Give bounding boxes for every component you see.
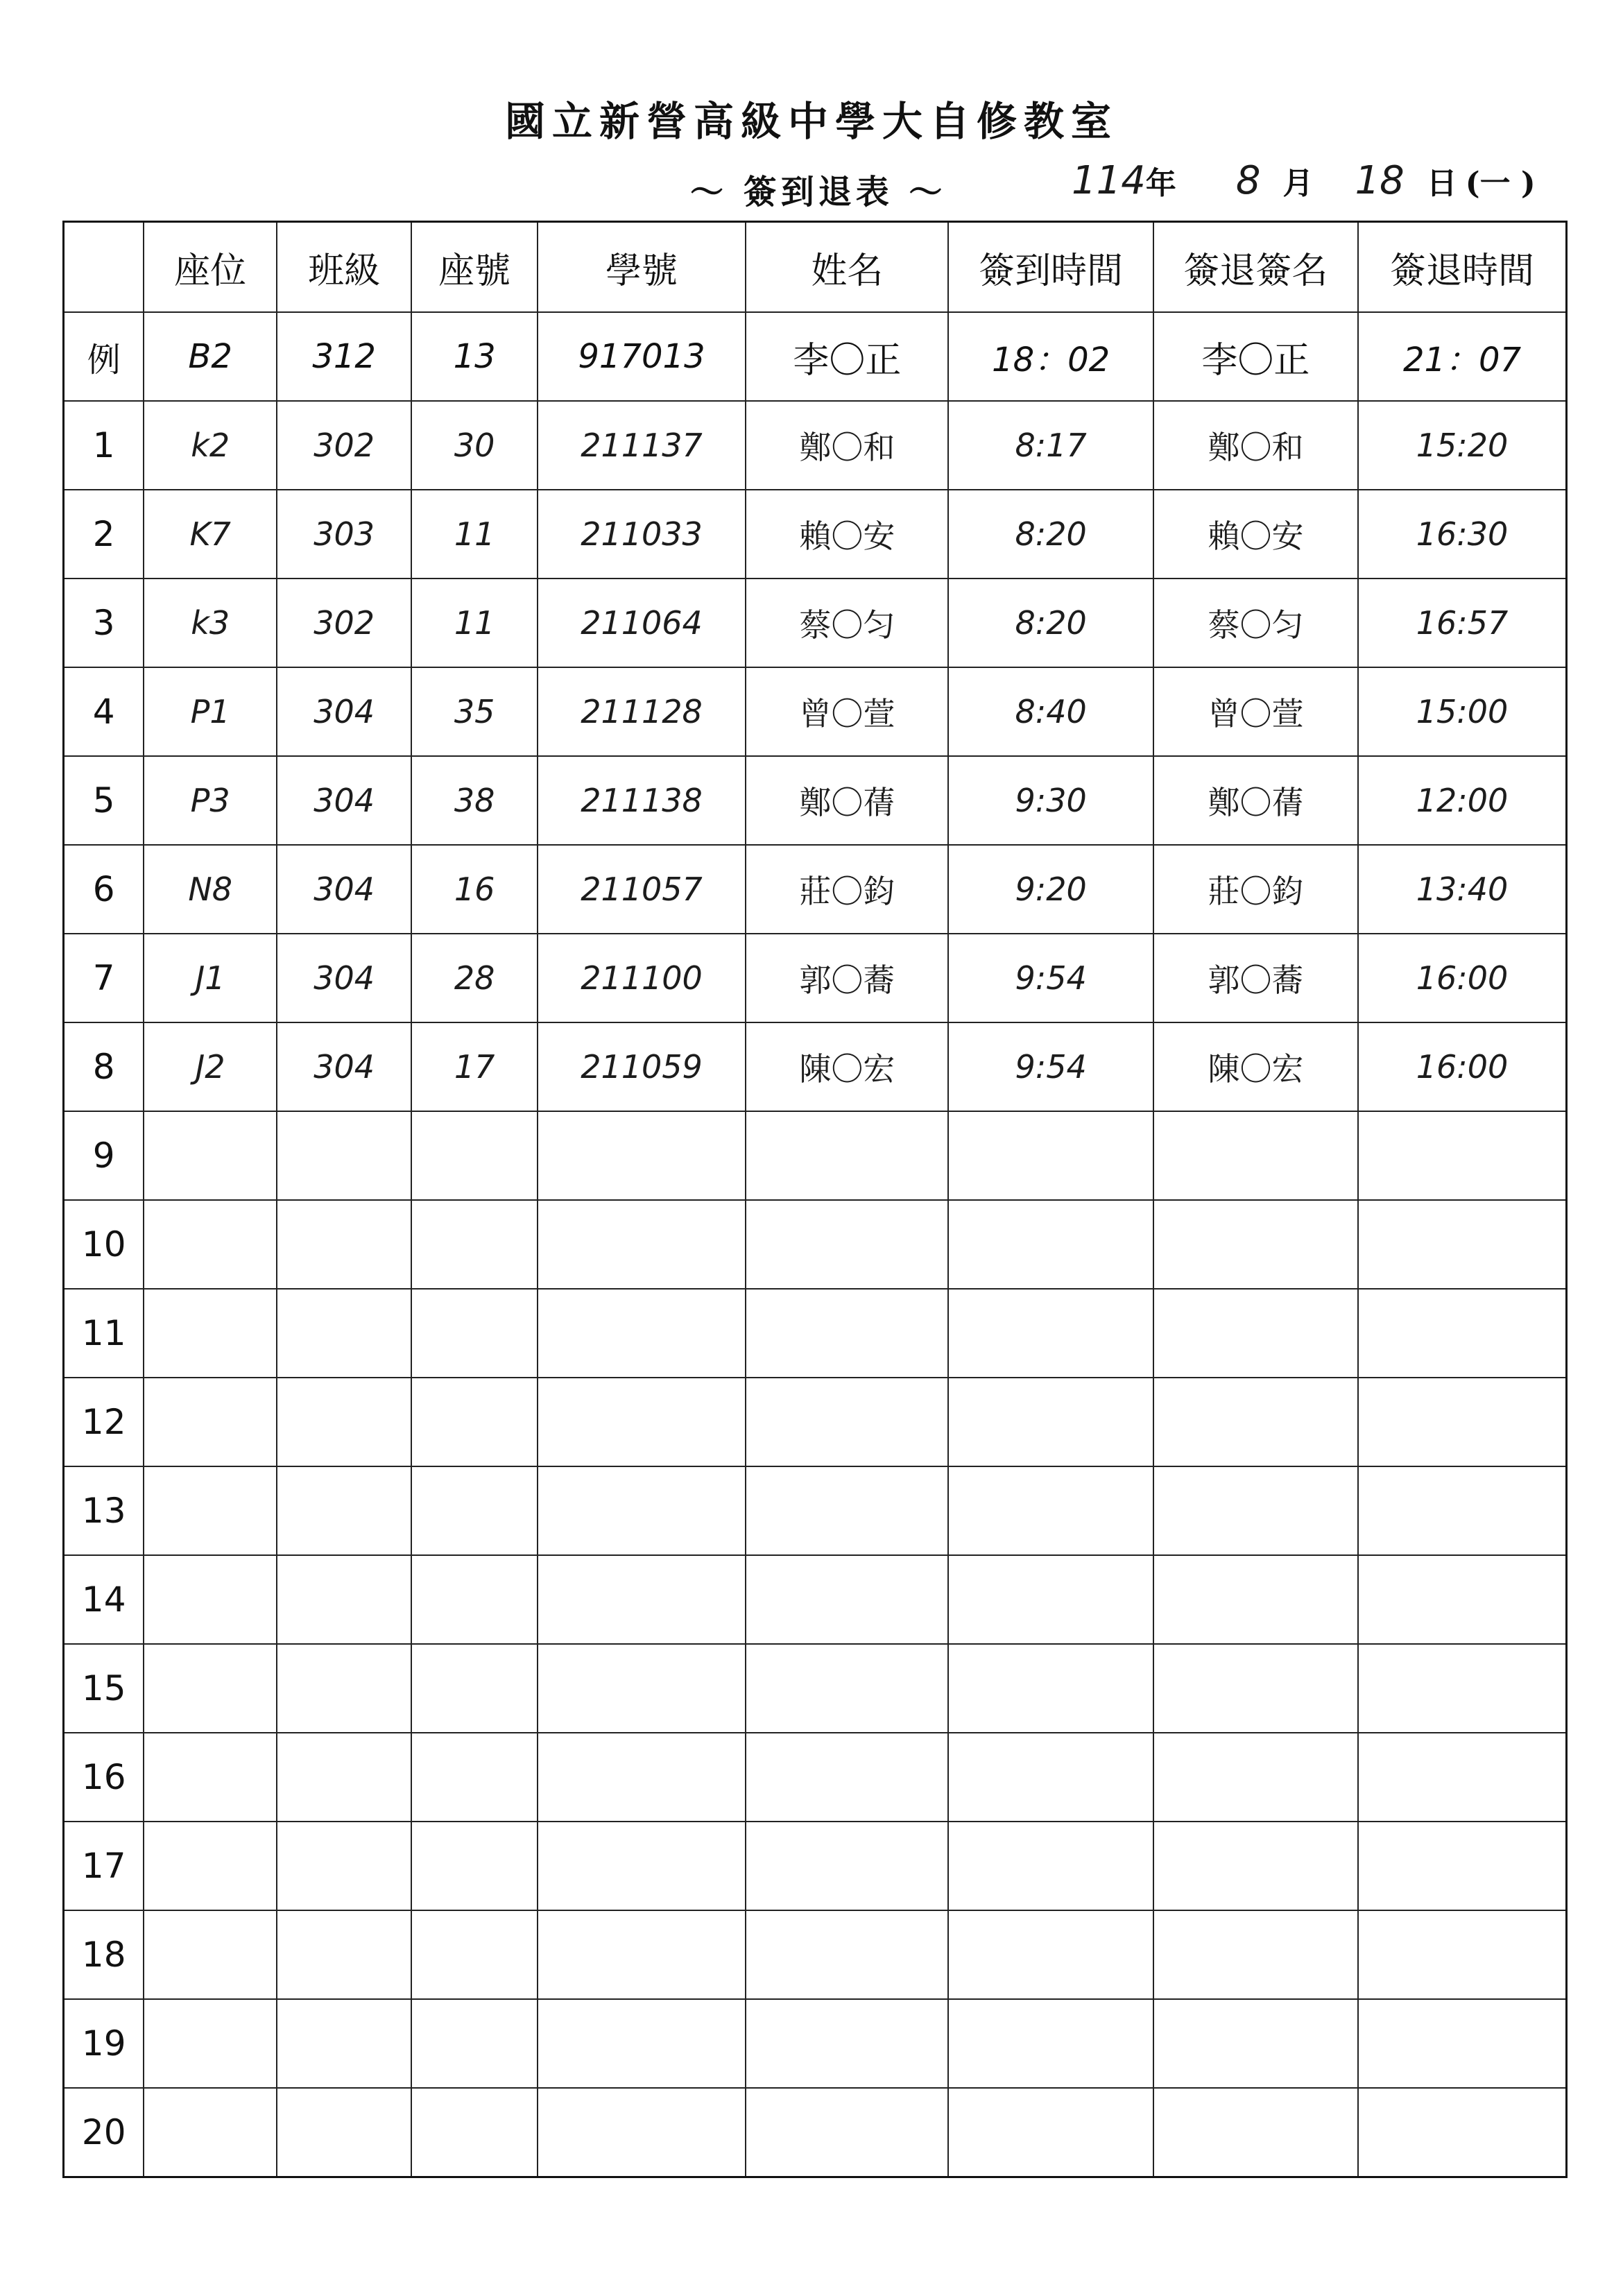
cell-number: 17: [411, 1022, 537, 1111]
cell-class: [277, 1200, 412, 1289]
cell-name: 鄭〇和: [746, 401, 948, 490]
cell-name: [746, 1733, 948, 1822]
row-number: 3: [64, 579, 144, 667]
row-number: 4: [64, 667, 144, 756]
cell-number: [411, 1111, 537, 1200]
example-class: 312: [277, 312, 412, 401]
cell-sign-out-time: 13:40: [1358, 845, 1566, 934]
cell-seat: N8: [144, 845, 277, 934]
cell-class: [277, 1910, 412, 1999]
cell-seat: [144, 1111, 277, 1200]
cell-name: [746, 1999, 948, 2088]
cell-sign-out-name: [1153, 1200, 1358, 1289]
cell-student-id: 211137: [538, 401, 746, 490]
cell-sign-in-time: [948, 1555, 1153, 1644]
table-row: [64, 1644, 1567, 1733]
cell-sign-out-name: [1153, 1378, 1358, 1466]
cell-number: 11: [411, 579, 537, 667]
cell-sign-out-time: [1358, 2088, 1566, 2177]
cell-sign-out-time: [1358, 1111, 1566, 1200]
cell-student-id: 211064: [538, 579, 746, 667]
cell-number: 28: [411, 934, 537, 1022]
cell-sign-out-name: 鄭〇蒨: [1153, 756, 1358, 845]
row-number: 10: [64, 1200, 144, 1289]
cell-class: [277, 2088, 412, 2177]
cell-number: [411, 1200, 537, 1289]
example-number: 13: [411, 312, 537, 401]
cell-class: [277, 1822, 412, 1910]
cell-name: 曾〇萱: [746, 667, 948, 756]
cell-student-id: 211059: [538, 1022, 746, 1111]
cell-class: 303: [277, 490, 412, 579]
cell-sign-out-name: [1153, 1999, 1358, 2088]
row-number: 5: [64, 756, 144, 845]
example-seat: B2: [144, 312, 277, 401]
sheet-subtitle: 〜 簽到退表 〜: [690, 173, 947, 212]
cell-sign-out-time: [1358, 1378, 1566, 1466]
cell-sign-in-time: 8:40: [948, 667, 1153, 756]
row-number: 14: [64, 1555, 144, 1644]
cell-name: 郭〇蕎: [746, 934, 948, 1022]
cell-class: 304: [277, 667, 412, 756]
cell-name: 賴〇安: [746, 490, 948, 579]
cell-sign-out-time: [1358, 1289, 1566, 1378]
example-label: 例: [64, 312, 144, 401]
row-number: 16: [64, 1733, 144, 1822]
table-row: [64, 667, 1567, 756]
cell-student-id: [538, 2088, 746, 2177]
cell-name: [746, 1111, 948, 1200]
row-number: 8: [64, 1022, 144, 1111]
cell-seat: [144, 2088, 277, 2177]
cell-sign-out-time: 16:00: [1358, 934, 1566, 1022]
table-row: [64, 1910, 1567, 1999]
row-number: 6: [64, 845, 144, 934]
row-number: 12: [64, 1378, 144, 1466]
cell-class: 304: [277, 845, 412, 934]
cell-sign-out-name: [1153, 1466, 1358, 1555]
cell-student-id: [538, 1200, 746, 1289]
cell-sign-out-time: 16:57: [1358, 579, 1566, 667]
cell-number: [411, 1999, 537, 2088]
cell-sign-in-time: [948, 1910, 1153, 1999]
cell-name: [746, 1644, 948, 1733]
cell-sign-out-time: 12:00: [1358, 756, 1566, 845]
row-number: 13: [64, 1466, 144, 1555]
header-number: 座號: [411, 222, 537, 313]
table-row: [64, 579, 1567, 667]
table-row: [64, 1289, 1567, 1378]
cell-class: [277, 1733, 412, 1822]
cell-sign-in-time: 9:54: [948, 1022, 1153, 1111]
cell-student-id: [538, 1555, 746, 1644]
cell-sign-in-time: [948, 2088, 1153, 2177]
row-number: 17: [64, 1822, 144, 1910]
cell-seat: K7: [144, 490, 277, 579]
cell-sign-out-time: [1358, 1910, 1566, 1999]
cell-seat: J1: [144, 934, 277, 1022]
cell-number: 38: [411, 756, 537, 845]
cell-class: [277, 1999, 412, 2088]
cell-sign-in-time: 8:17: [948, 401, 1153, 490]
table-row: [64, 756, 1567, 845]
cell-name: 陳〇宏: [746, 1022, 948, 1111]
cell-sign-in-time: [948, 1200, 1153, 1289]
cell-student-id: [538, 1822, 746, 1910]
cell-name: [746, 1466, 948, 1555]
table-row: [64, 1999, 1567, 2088]
cell-number: [411, 2088, 537, 2177]
cell-name: [746, 1289, 948, 1378]
cell-sign-out-name: [1153, 1910, 1358, 1999]
header-sign-out-time: 簽退時間: [1358, 222, 1566, 313]
cell-seat: [144, 1200, 277, 1289]
cell-student-id: [538, 1910, 746, 1999]
cell-name: [746, 2088, 948, 2177]
cell-sign-in-time: 9:54: [948, 934, 1153, 1022]
cell-seat: P1: [144, 667, 277, 756]
cell-sign-in-time: 9:20: [948, 845, 1153, 934]
cell-student-id: 211138: [538, 756, 746, 845]
cell-seat: [144, 1644, 277, 1733]
table-row: [64, 1378, 1567, 1466]
cell-name: 蔡〇匀: [746, 579, 948, 667]
cell-sign-out-name: 郭〇蕎: [1153, 934, 1358, 1022]
sign-in-table: [62, 221, 1568, 2178]
cell-number: 35: [411, 667, 537, 756]
cell-sign-out-time: [1358, 1200, 1566, 1289]
cell-student-id: [538, 1378, 746, 1466]
cell-student-id: [538, 1999, 746, 2088]
date-month: 8: [1235, 158, 1261, 203]
cell-sign-out-name: [1153, 1111, 1358, 1200]
cell-sign-in-time: [948, 1644, 1153, 1733]
header-sign-out-name: 簽退簽名: [1153, 222, 1358, 313]
cell-seat: [144, 1999, 277, 2088]
cell-number: [411, 1378, 537, 1466]
cell-sign-out-time: [1358, 1822, 1566, 1910]
cell-sign-out-name: 莊〇鈞: [1153, 845, 1358, 934]
cell-sign-in-time: [948, 1378, 1153, 1466]
cell-student-id: 211100: [538, 934, 746, 1022]
cell-sign-out-name: [1153, 1289, 1358, 1378]
cell-seat: [144, 1466, 277, 1555]
cell-number: 11: [411, 490, 537, 579]
example-row: [64, 312, 1567, 401]
cell-seat: [144, 1733, 277, 1822]
cell-sign-out-name: 鄭〇和: [1153, 401, 1358, 490]
cell-student-id: 211128: [538, 667, 746, 756]
cell-sign-in-time: [948, 1733, 1153, 1822]
row-number: 9: [64, 1111, 144, 1200]
cell-sign-in-time: 9:30: [948, 756, 1153, 845]
example-sign-in: 18：02: [948, 312, 1153, 401]
cell-student-id: [538, 1466, 746, 1555]
cell-sign-in-time: [948, 1822, 1153, 1910]
table-row: [64, 1733, 1567, 1822]
cell-sign-out-time: [1358, 1733, 1566, 1822]
cell-seat: P3: [144, 756, 277, 845]
table-row: [64, 1555, 1567, 1644]
cell-name: [746, 1822, 948, 1910]
cell-number: [411, 1466, 537, 1555]
table-row: [64, 490, 1567, 579]
cell-number: [411, 1644, 537, 1733]
cell-name: [746, 1555, 948, 1644]
table-row: [64, 1111, 1567, 1200]
cell-sign-out-name: [1153, 1822, 1358, 1910]
cell-sign-out-time: [1358, 1555, 1566, 1644]
cell-sign-out-time: 15:20: [1358, 401, 1566, 490]
cell-number: [411, 1555, 537, 1644]
header-class: 班級: [277, 222, 412, 313]
date-line: [1072, 158, 1536, 203]
cell-class: [277, 1289, 412, 1378]
cell-student-id: 211033: [538, 490, 746, 579]
header-student-id: 學號: [538, 222, 746, 313]
table-row: [64, 401, 1567, 490]
cell-name: [746, 1910, 948, 1999]
cell-class: 304: [277, 756, 412, 845]
date-year-label: 年: [1145, 166, 1176, 201]
cell-class: [277, 1555, 412, 1644]
cell-number: [411, 1822, 537, 1910]
cell-sign-out-name: 曾〇萱: [1153, 667, 1358, 756]
cell-number: 16: [411, 845, 537, 934]
table-row: [64, 1200, 1567, 1289]
date-day-label: 日: [1426, 166, 1457, 201]
cell-name: 鄭〇蒨: [746, 756, 948, 845]
cell-number: 30: [411, 401, 537, 490]
cell-sign-out-name: [1153, 1555, 1358, 1644]
cell-sign-out-time: 16:30: [1358, 490, 1566, 579]
cell-sign-out-name: [1153, 1644, 1358, 1733]
cell-sign-out-time: [1358, 1644, 1566, 1733]
cell-class: 302: [277, 401, 412, 490]
cell-class: [277, 1378, 412, 1466]
cell-sign-in-time: [948, 1111, 1153, 1200]
table-row: [64, 1822, 1567, 1910]
sheet-title: 國立新營高級中學大自修教室: [504, 98, 1118, 145]
cell-seat: [144, 1555, 277, 1644]
cell-class: 304: [277, 1022, 412, 1111]
date-month-label: 月: [1282, 166, 1314, 201]
date-day: 18: [1355, 158, 1405, 203]
cell-sign-in-time: 8:20: [948, 579, 1153, 667]
cell-seat: k2: [144, 401, 277, 490]
cell-class: 304: [277, 934, 412, 1022]
cell-student-id: [538, 1111, 746, 1200]
table-row: [64, 934, 1567, 1022]
header-sign-in-time: 簽到時間: [948, 222, 1153, 313]
header-name: 姓名: [746, 222, 948, 313]
row-number: 18: [64, 1910, 144, 1999]
cell-student-id: [538, 1733, 746, 1822]
cell-sign-out-name: [1153, 1733, 1358, 1822]
cell-sign-out-name: 蔡〇匀: [1153, 579, 1358, 667]
row-number: 11: [64, 1289, 144, 1378]
row-number: 1: [64, 401, 144, 490]
cell-sign-in-time: [948, 1999, 1153, 2088]
cell-sign-out-name: [1153, 2088, 1358, 2177]
cell-seat: [144, 1910, 277, 1999]
header-row: [64, 222, 1567, 313]
cell-student-id: [538, 1644, 746, 1733]
cell-number: [411, 1910, 537, 1999]
table-row: [64, 1022, 1567, 1111]
date-weekday: (一 ): [1465, 166, 1536, 201]
cell-student-id: [538, 1289, 746, 1378]
cell-number: [411, 1289, 537, 1378]
cell-number: [411, 1733, 537, 1822]
cell-seat: k3: [144, 579, 277, 667]
cell-sign-out-time: 16:00: [1358, 1022, 1566, 1111]
table-row: [64, 845, 1567, 934]
cell-seat: [144, 1289, 277, 1378]
example-sign-out: 21：07: [1358, 312, 1566, 401]
cell-seat: [144, 1378, 277, 1466]
cell-sign-in-time: 8:20: [948, 490, 1153, 579]
date-year: 114: [1072, 158, 1146, 203]
cell-class: 302: [277, 579, 412, 667]
row-number: 2: [64, 490, 144, 579]
cell-name: [746, 1200, 948, 1289]
cell-sign-in-time: [948, 1466, 1153, 1555]
example-student-id: 917013: [538, 312, 746, 401]
cell-name: [746, 1378, 948, 1466]
cell-class: [277, 1466, 412, 1555]
cell-student-id: 211057: [538, 845, 746, 934]
cell-seat: J2: [144, 1022, 277, 1111]
cell-name: 莊〇鈞: [746, 845, 948, 934]
table-row: [64, 1466, 1567, 1555]
cell-sign-out-time: [1358, 1999, 1566, 2088]
cell-class: [277, 1111, 412, 1200]
row-number: 20: [64, 2088, 144, 2177]
cell-sign-out-name: 賴〇安: [1153, 490, 1358, 579]
header-seat: 座位: [144, 222, 277, 313]
row-number: 15: [64, 1644, 144, 1733]
cell-sign-out-name: 陳〇宏: [1153, 1022, 1358, 1111]
example-sign-out-name: 李〇正: [1153, 312, 1358, 401]
header-corner: [64, 222, 144, 313]
cell-sign-in-time: [948, 1289, 1153, 1378]
table-row: [64, 2088, 1567, 2177]
cell-sign-out-time: 15:00: [1358, 667, 1566, 756]
row-number: 7: [64, 934, 144, 1022]
row-number: 19: [64, 1999, 144, 2088]
cell-class: [277, 1644, 412, 1733]
cell-seat: [144, 1822, 277, 1910]
cell-sign-out-time: [1358, 1466, 1566, 1555]
example-name: 李〇正: [746, 312, 948, 401]
